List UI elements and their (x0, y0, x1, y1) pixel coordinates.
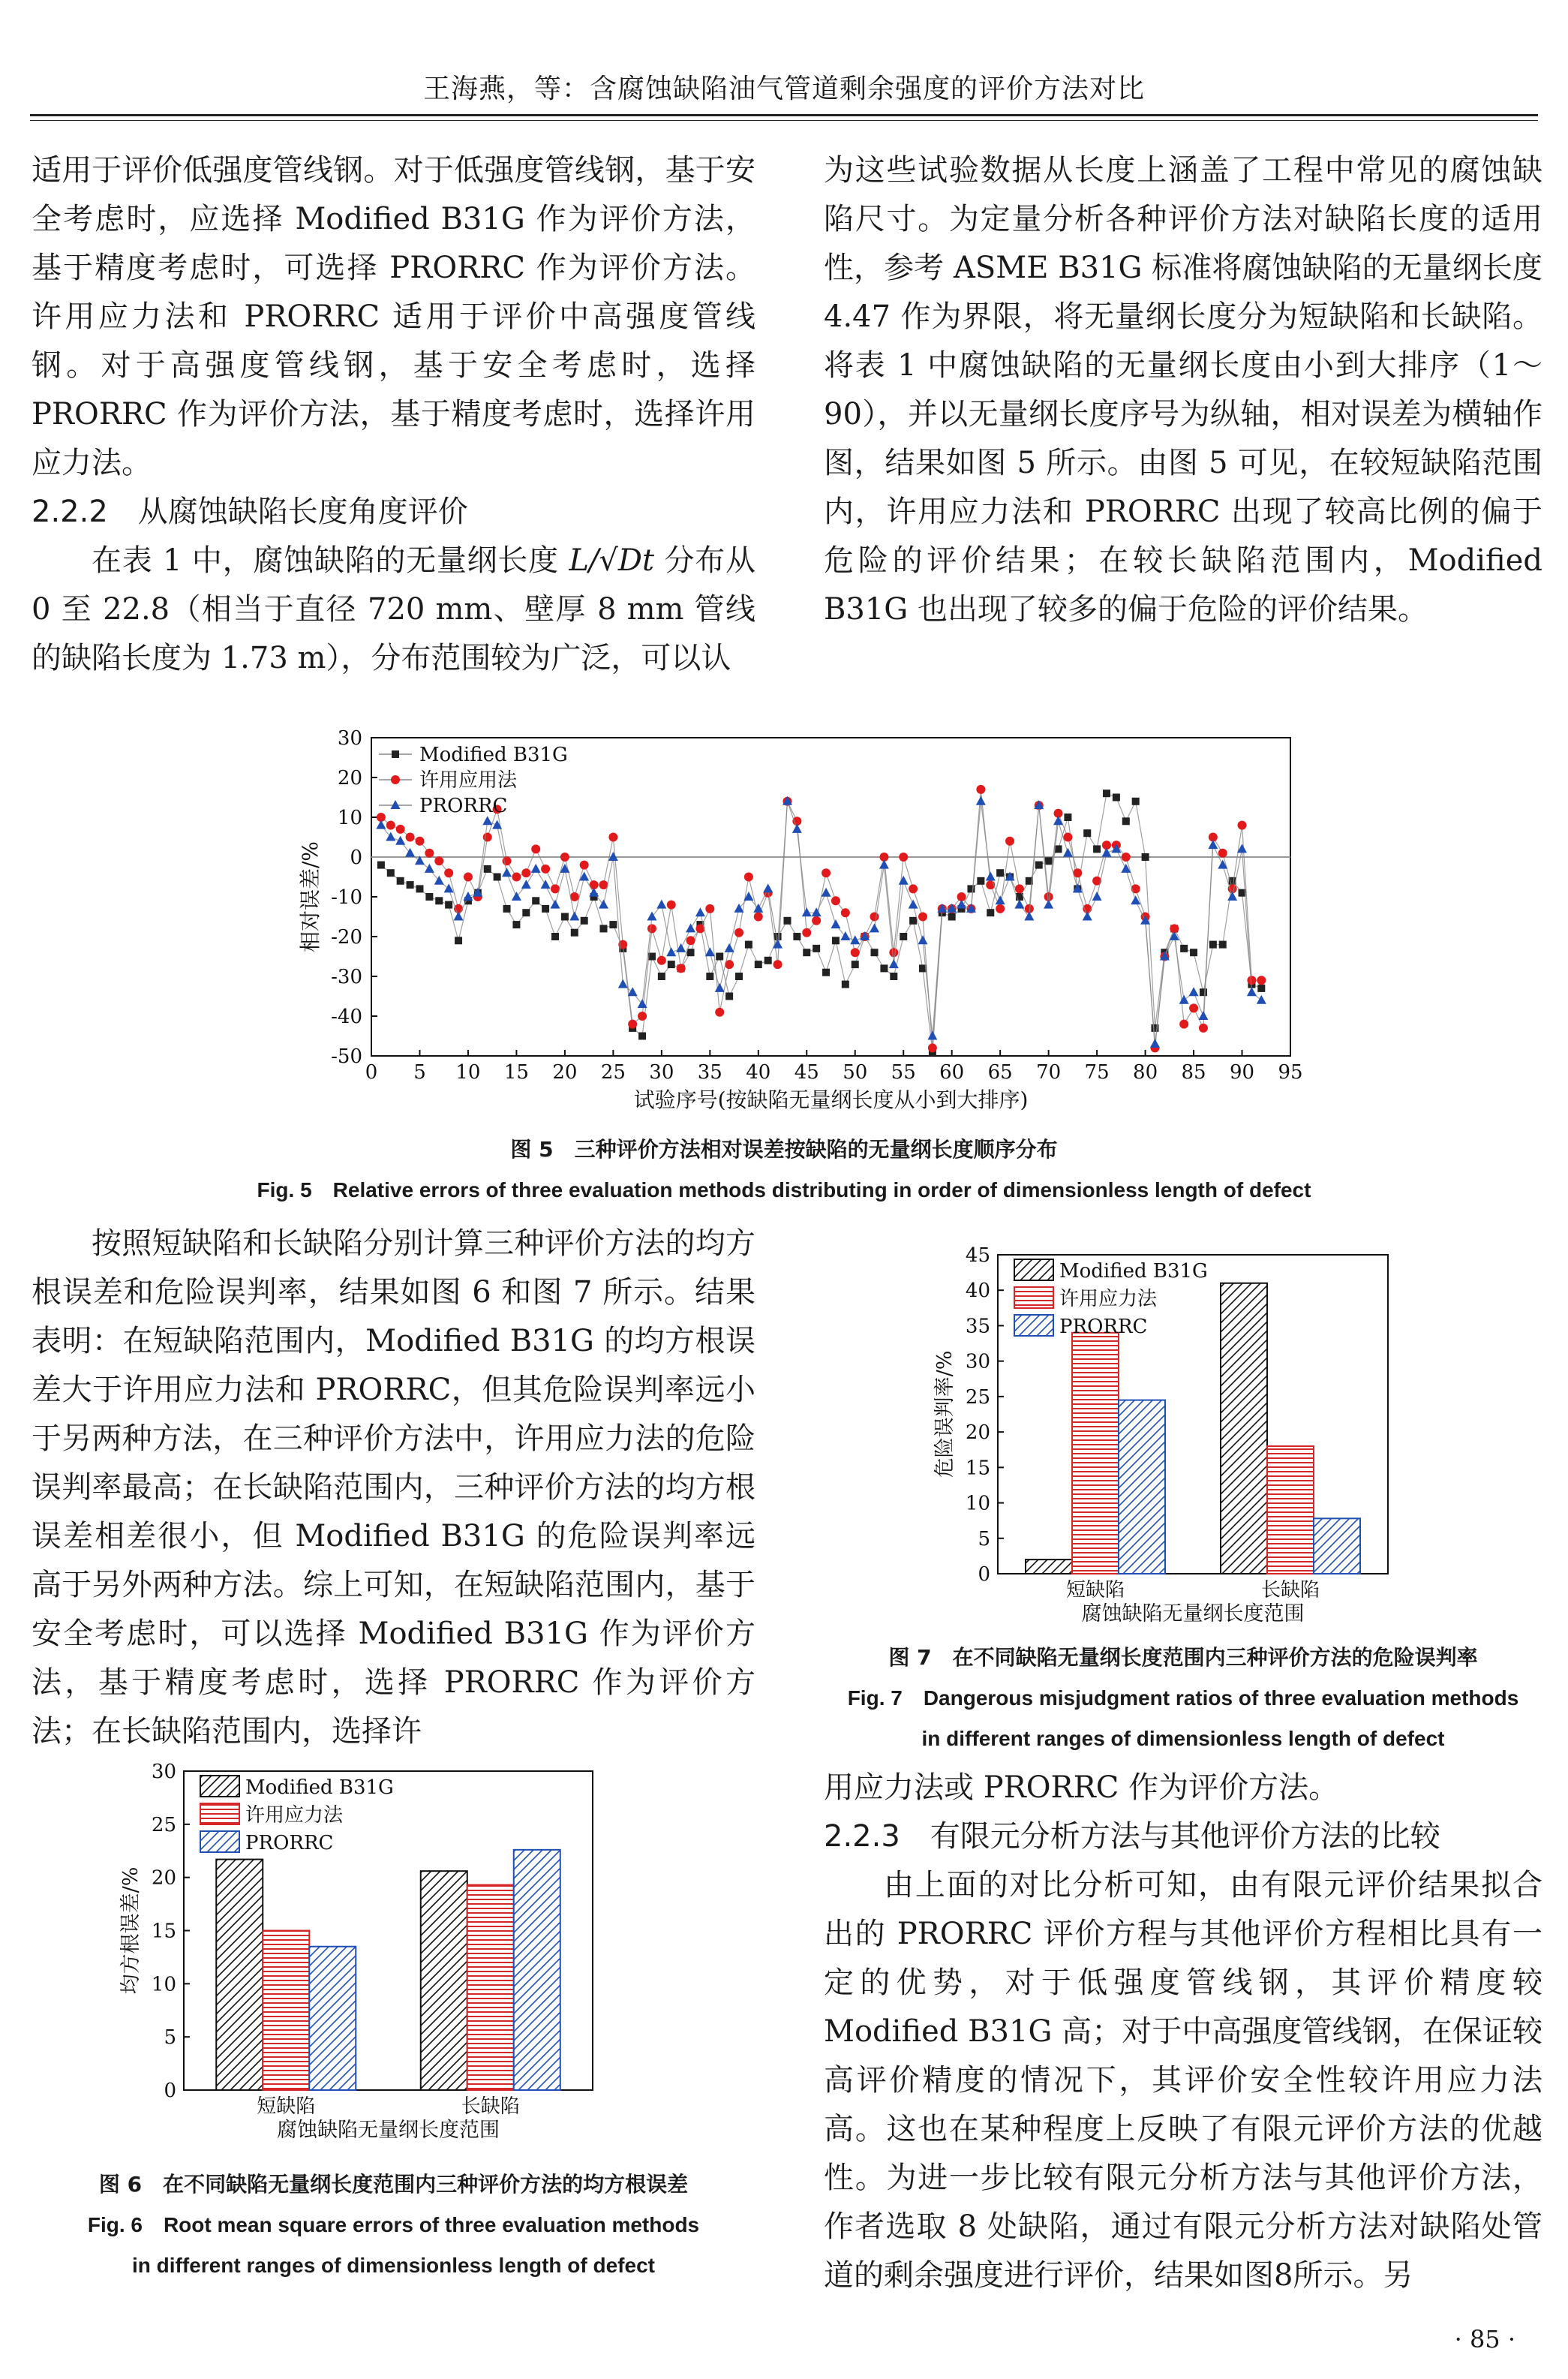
x-tick-label: 10 (455, 1061, 481, 1084)
data-point (522, 909, 530, 916)
y-tick-label: -20 (331, 926, 362, 949)
data-point (482, 816, 492, 825)
legend-marker (392, 750, 399, 758)
data-point (1209, 941, 1217, 949)
data-point (551, 900, 560, 909)
bar (1119, 1400, 1165, 1574)
data-point (386, 821, 395, 830)
data-point (996, 869, 1004, 877)
x-tick-label: 0 (365, 1061, 378, 1084)
data-point (657, 956, 666, 965)
figure-7-caption-zh: 图 7 在不同缺陷无量纲长度范围内三种评价方法的危险误判率 (888, 1645, 1478, 1670)
paragraph-rms-results: 按照短缺陷和长缺陷分别计算三种评价方法的均方根误差和危险误判率，结果如图 6 和图 7 所示。结果表明：在短缺陷范围内，Modified B31G 的均方根误差大于许用应力法和 PRORRC，但其危险误判率远小于另两种方法，在三种评价方法中，许用应力法的危险误判率最高；在长缺陷范围内，三种评价方法的均方根误差相差很小，但 Modified B31G 的危险误判率远高于另外两种方法。综上可知，在短缺陷范围内，基于安全考虑时，可以选择 Modified B31G 作为评价方法，基于精度考虑时，选择 PRORRC 作为评价方法；在长缺陷范围内，选择许 (32, 1226, 755, 1749)
data-point (618, 979, 628, 988)
data-point (987, 909, 994, 916)
y-tick-label: 30 (151, 1761, 176, 1783)
paragraph-defect-length (32, 537, 755, 683)
data-point (1189, 1003, 1198, 1012)
data-point (967, 885, 975, 892)
data-point (900, 933, 907, 940)
data-point (415, 837, 424, 846)
data-point (463, 892, 473, 901)
legend-label: 许用应力法 (245, 1804, 344, 1827)
x-tick-label: 90 (1229, 1061, 1255, 1084)
data-point (870, 913, 879, 922)
data-point (918, 935, 928, 944)
legend-label: PRORRC (245, 1832, 334, 1854)
data-point (377, 862, 385, 869)
data-point (755, 961, 762, 968)
bar (1314, 1518, 1360, 1574)
data-point (812, 916, 821, 925)
bar (1072, 1333, 1119, 1574)
figure-6-caption-en-1: Fig. 6 Root mean square errors of three evaluation methods (87, 2213, 700, 2236)
figure-7-caption-en-2: in different ranges of dimensionless length of defect (921, 1727, 1445, 1750)
y-tick-label: 25 (965, 1385, 990, 1409)
y-axis-label: 相对误差/% (298, 841, 323, 953)
header-rule-thin (30, 120, 1538, 121)
bar (421, 1871, 467, 2090)
data-point (560, 853, 569, 862)
data-point (1247, 976, 1256, 985)
data-point (948, 913, 956, 921)
data-point (656, 900, 666, 909)
data-point (454, 912, 464, 921)
x-tick-label: 55 (891, 1061, 916, 1084)
data-point (1092, 892, 1102, 901)
data-point (745, 941, 752, 949)
data-point (1005, 837, 1014, 846)
data-point (879, 860, 889, 869)
legend-label: PRORRC (1059, 1316, 1148, 1338)
data-point (542, 905, 549, 913)
data-point (435, 897, 443, 904)
data-point (406, 833, 415, 842)
figure-7-chart (818, 1231, 1568, 1644)
data-point (638, 1033, 646, 1040)
category-label: 长缺陷 (1260, 1579, 1320, 1602)
data-point (425, 864, 434, 873)
data-point (502, 868, 512, 877)
data-point (658, 973, 665, 980)
dimensionless-length-formula: L/√Dt (569, 543, 655, 578)
data-point (851, 948, 860, 957)
data-point (580, 861, 589, 870)
data-point (521, 868, 530, 877)
data-point (715, 983, 725, 992)
data-point (1190, 949, 1197, 956)
data-point (541, 880, 551, 889)
data-point (695, 907, 705, 916)
data-point (387, 869, 395, 877)
data-point (666, 947, 676, 956)
x-tick-label: 40 (746, 1061, 771, 1084)
y-tick-label: 20 (151, 1866, 176, 1890)
legend-marker (391, 775, 400, 784)
series-triangle (376, 796, 1266, 1048)
data-point (1103, 789, 1110, 797)
data-point (397, 877, 404, 885)
legend-swatch (200, 1776, 239, 1797)
header-rule (30, 114, 1538, 116)
data-point (802, 928, 811, 937)
data-point (803, 949, 810, 956)
figure-5-caption-zh: 图 5 三种评价方法相对误差按缺陷的无量纲长度顺序分布 (510, 1137, 1058, 1162)
x-tick-label: 35 (697, 1061, 722, 1084)
data-point (532, 897, 539, 904)
x-axis-label: 试验序号(按缺陷无量纲长度从小到大排序) (633, 1087, 1029, 1112)
y-tick-label: 40 (965, 1280, 990, 1303)
right-column-bottom (824, 1764, 1542, 2300)
data-point (638, 1012, 647, 1021)
data-point (484, 865, 491, 873)
data-point (464, 873, 473, 882)
y-tick-label: 10 (151, 1973, 176, 1996)
data-point (909, 884, 918, 893)
data-point (1122, 853, 1131, 862)
data-point (1102, 848, 1112, 857)
y-tick-label: -30 (331, 966, 362, 988)
data-point (455, 937, 462, 944)
data-point (793, 933, 801, 940)
y-tick-label: 5 (164, 2026, 176, 2050)
figure-7-caption-en-1: Fig. 7 Dangerous misjudgment ratios of three evaluation methods (847, 1686, 1519, 1710)
category-label: 短缺陷 (1065, 1579, 1125, 1602)
data-point (764, 957, 772, 964)
data-point (1122, 817, 1130, 825)
data-point (842, 981, 849, 988)
legend-swatch (1014, 1259, 1053, 1280)
x-axis-label: 腐蚀缺陷无量纲长度范围 (277, 2119, 500, 2142)
bar (467, 1885, 514, 2090)
data-point (918, 913, 927, 922)
data-point (677, 964, 686, 973)
data-point (1257, 995, 1266, 1004)
data-point (783, 917, 791, 925)
data-point (705, 904, 714, 913)
data-point (531, 844, 540, 853)
x-tick-label: 70 (1036, 1061, 1062, 1084)
data-point (608, 833, 617, 842)
data-point (531, 864, 541, 873)
data-point (841, 908, 850, 917)
left-column-mid (32, 1220, 755, 1756)
series-square (377, 789, 1265, 1056)
data-point (407, 881, 414, 889)
section-heading-2-2-2: 2.2.2 从腐蚀缺陷长度角度评价 (32, 495, 468, 529)
y-tick-label: 25 (151, 1813, 176, 1836)
data-point (1044, 900, 1053, 909)
data-point (1063, 833, 1072, 842)
data-point (1142, 853, 1149, 861)
right-column-top (824, 146, 1542, 634)
bar (216, 1860, 263, 2090)
data-point (541, 865, 550, 874)
data-point (1131, 884, 1140, 893)
data-point (551, 933, 559, 940)
x-tick-label: 25 (600, 1061, 626, 1084)
data-point (628, 1020, 637, 1029)
data-point (647, 924, 656, 933)
x-tick-label: 80 (1133, 1061, 1158, 1084)
x-tick-label: 50 (843, 1061, 868, 1084)
legend-label: PRORRC (419, 795, 508, 817)
figure-5-chart (0, 717, 1568, 1114)
paragraph-text-b: 分布从 0 至 22.8（相当于直径 720 mm、壁厚 8 mm 管线的缺陷长度为 1.73 m），分布范围较为广泛，可以认 (32, 543, 755, 675)
data-point (880, 964, 888, 972)
data-point (1208, 840, 1218, 849)
data-point (425, 849, 434, 858)
data-point (687, 949, 695, 956)
data-point (890, 973, 897, 980)
data-point (706, 973, 713, 980)
data-point (376, 820, 386, 829)
data-point (571, 929, 578, 937)
data-point (1014, 900, 1024, 909)
figure-6-chart (23, 1749, 773, 2161)
data-point (852, 961, 859, 968)
data-point (763, 883, 773, 892)
bar (514, 1850, 560, 2090)
bar (1026, 1559, 1072, 1574)
legend-label: 许用应力法 (1059, 1288, 1158, 1310)
data-point (754, 913, 763, 922)
data-point (792, 824, 802, 833)
x-tick-label: 30 (649, 1061, 674, 1084)
data-point (725, 943, 734, 952)
legend-label: Modified B31G (419, 744, 568, 766)
data-point (425, 893, 433, 901)
data-point (1015, 884, 1024, 893)
bar (1267, 1446, 1314, 1574)
data-point (1199, 1024, 1208, 1033)
data-point (725, 993, 733, 1000)
x-axis-label: 腐蚀缺陷无量纲长度范围 (1081, 1602, 1305, 1626)
y-tick-label: 0 (350, 847, 362, 869)
data-point (715, 1008, 724, 1017)
y-tick-label: 15 (151, 1920, 176, 1943)
data-point (986, 872, 996, 881)
data-point (589, 888, 599, 897)
y-tick-label: 20 (337, 767, 362, 789)
data-point (569, 912, 579, 921)
x-tick-label: 5 (413, 1061, 426, 1084)
data-point (561, 913, 569, 921)
running-header: 王海燕，等：含腐蚀缺陷油气管道剩余强度的评价方法对比 (422, 74, 1145, 104)
data-point (1257, 976, 1266, 985)
data-point (1198, 1011, 1208, 1020)
data-point (996, 904, 1005, 913)
data-point (1218, 849, 1227, 858)
data-point (395, 836, 405, 845)
data-point (871, 949, 879, 956)
data-point (1247, 987, 1257, 996)
data-point (831, 919, 840, 928)
data-point (512, 873, 521, 882)
bar (309, 1947, 356, 2090)
paragraph-fem-comparison: 由上面的对比分析可知，由有限元评价结果拟合出的 PRORRC 评价方程与其他评价方程相比具有一定的优势，对于低强度管线钢，其评价精度较 Modified B31G 高；对于中高强度管线钢，在保证较高评价精度的情况下，其评价安全性较许用应力法高。这也在某种程度上反映了有限元评价方法的优越性。为进一步比较有限元分析方法与其他评价方法，作者选取 8 处缺陷，通过有限元分析方法对缺陷处管道的剩余强度进行评价，结果如图8所示。另 (824, 1868, 1542, 2293)
figure-6-caption-zh: 图 6 在不同缺陷无量纲长度范围内三种评价方法的均方根误差 (98, 2172, 689, 2197)
data-point (1150, 1039, 1160, 1048)
data-point (444, 868, 453, 877)
data-point (521, 880, 531, 889)
data-point (1180, 945, 1188, 952)
y-tick-label: -10 (331, 886, 362, 909)
data-point (434, 856, 443, 865)
data-point (1200, 988, 1207, 996)
data-point (928, 1043, 937, 1052)
data-point (1179, 995, 1189, 1004)
page-number: · 85 · (1454, 2325, 1515, 2353)
data-point (1064, 814, 1071, 821)
data-point (812, 907, 822, 916)
data-point (1083, 829, 1091, 837)
bar (1221, 1283, 1267, 1574)
data-point (773, 960, 782, 969)
data-point (512, 921, 520, 928)
data-point (735, 973, 743, 980)
y-tick-label: 45 (965, 1244, 990, 1267)
figure-6-caption-en-2: in different ranges of dimensionless length of defect (132, 2254, 655, 2277)
left-column-top (32, 146, 755, 683)
data-point (581, 917, 588, 925)
x-tick-label: 45 (794, 1061, 819, 1084)
y-tick-label: 30 (965, 1350, 990, 1373)
data-point (503, 905, 511, 913)
data-point (668, 961, 675, 968)
data-point (889, 948, 898, 957)
data-point (716, 953, 723, 961)
data-point (1045, 857, 1053, 865)
data-point (1257, 985, 1265, 992)
data-point (628, 987, 638, 996)
x-tick-label: 65 (987, 1061, 1013, 1084)
data-point (1093, 845, 1101, 853)
data-point (744, 873, 753, 882)
data-point (1189, 987, 1199, 996)
data-point (1035, 862, 1043, 869)
category-label: 长缺陷 (461, 2095, 520, 2118)
data-point (909, 900, 918, 909)
legend-marker (391, 800, 401, 809)
figure-5-caption-en: Fig. 5 Relative errors of three evaluation methods distributing in order of dimensionless length of defect (257, 1178, 1311, 1202)
x-tick-label: 75 (1084, 1061, 1110, 1084)
legend-swatch (200, 1831, 239, 1852)
data-point (1219, 941, 1227, 949)
legend-swatch (1014, 1287, 1053, 1308)
paragraph-continuation: 用应力法或 PRORRC 作为评价方法。 (824, 1770, 1339, 1805)
y-tick-label: 35 (965, 1315, 990, 1338)
x-tick-label: 85 (1181, 1061, 1206, 1084)
data-point (831, 896, 840, 905)
data-point (976, 785, 985, 794)
data-point (599, 925, 607, 932)
data-point (416, 885, 423, 892)
data-point (899, 876, 909, 885)
data-point (445, 901, 452, 909)
y-axis-label: 均方根误差/% (119, 1866, 143, 1995)
data-point (977, 877, 984, 885)
data-point (899, 853, 908, 862)
legend-swatch (200, 1803, 239, 1824)
section-heading-2-2-3: 2.2.3 有限元分析方法与其他评价方法的比较 (824, 1819, 1440, 1854)
data-point (1053, 816, 1063, 825)
y-tick-label: 10 (337, 807, 362, 829)
y-tick-label: 30 (337, 727, 362, 750)
data-point (1083, 912, 1092, 921)
data-point (396, 825, 405, 834)
data-point (609, 921, 617, 928)
data-point (813, 945, 820, 952)
paragraph-text-a: 在表 1 中，腐蚀缺陷的无量纲长度 (92, 543, 569, 578)
series-circle (377, 785, 1266, 1053)
x-tick-label: 15 (503, 1061, 529, 1084)
legend-label: Modified B31G (245, 1776, 394, 1799)
paragraph-defect-range: 为这些试验数据从长度上涵盖了工程中常见的腐蚀缺陷尺寸。为定量分析各种评价方法对缺陷长度的适用性，参考 ASME B31G 标准将腐蚀缺陷的无量纲长度 4.47 作为界限，将无量纲长度分为短缺陷和长缺陷。将表 1 中腐蚀缺陷的无量纲长度由小到大排序（1～90），并以无量纲长度序号为纵轴，相对误差为横轴作图，结果如图 5 所示。由图 5 可见，在较短缺陷范围内，许用应力法和 PRORRC 出现了较高比例的偏于危险的评价结果；在较长缺陷范围内，Modified B31G 也出现了较多的偏于危险的评价结果。 (824, 153, 1542, 627)
x-tick-label: 95 (1278, 1061, 1303, 1084)
data-point (1179, 1020, 1188, 1029)
y-tick-label: -40 (331, 1006, 362, 1028)
data-point (802, 907, 812, 916)
data-point (976, 796, 986, 805)
data-point (1113, 794, 1120, 802)
x-tick-label: 20 (552, 1061, 578, 1084)
legend-label: Modified B31G (1059, 1260, 1208, 1283)
data-point (927, 1031, 937, 1040)
x-tick-label: 60 (939, 1061, 965, 1084)
y-tick-label: 0 (978, 1563, 990, 1586)
y-tick-label: 15 (965, 1457, 990, 1480)
y-axis-label: 危险误判率/% (933, 1350, 957, 1478)
y-tick-label: 10 (965, 1492, 990, 1515)
y-tick-label: 20 (965, 1421, 990, 1445)
paragraph-low-strength: 适用于评价低强度管线钢。对于低强度管线钢，基于安全考虑时，应选择 Modified B31G 作为评价方法，基于精度考虑时，可选择 PRORRC 作为评价方法。许用应力法和 PRORRC 适用于评价中高强度管线钢。对于高强度管线钢，基于安全考虑时，选择 PRORRC 作为评价方法，基于精度考虑时，选择许用应力法。 (32, 153, 755, 480)
data-point (1132, 798, 1140, 805)
y-tick-label: -50 (331, 1045, 362, 1068)
y-tick-label: 0 (164, 2080, 176, 2102)
legend-swatch (1014, 1315, 1053, 1336)
data-point (667, 901, 676, 910)
data-point (1227, 892, 1237, 901)
bar (263, 1931, 309, 2091)
data-point (686, 923, 695, 932)
data-point (822, 868, 831, 877)
data-point (734, 928, 743, 937)
data-point (686, 936, 695, 945)
data-point (822, 969, 830, 976)
data-point (1238, 821, 1247, 830)
legend-label: 许用应用法 (419, 769, 518, 792)
y-tick-label: 5 (978, 1527, 990, 1550)
data-point (494, 874, 501, 881)
data-point (832, 937, 840, 944)
data-point (909, 917, 917, 925)
data-point (483, 833, 492, 842)
data-point (492, 820, 502, 829)
category-label: 短缺陷 (257, 2095, 316, 2118)
